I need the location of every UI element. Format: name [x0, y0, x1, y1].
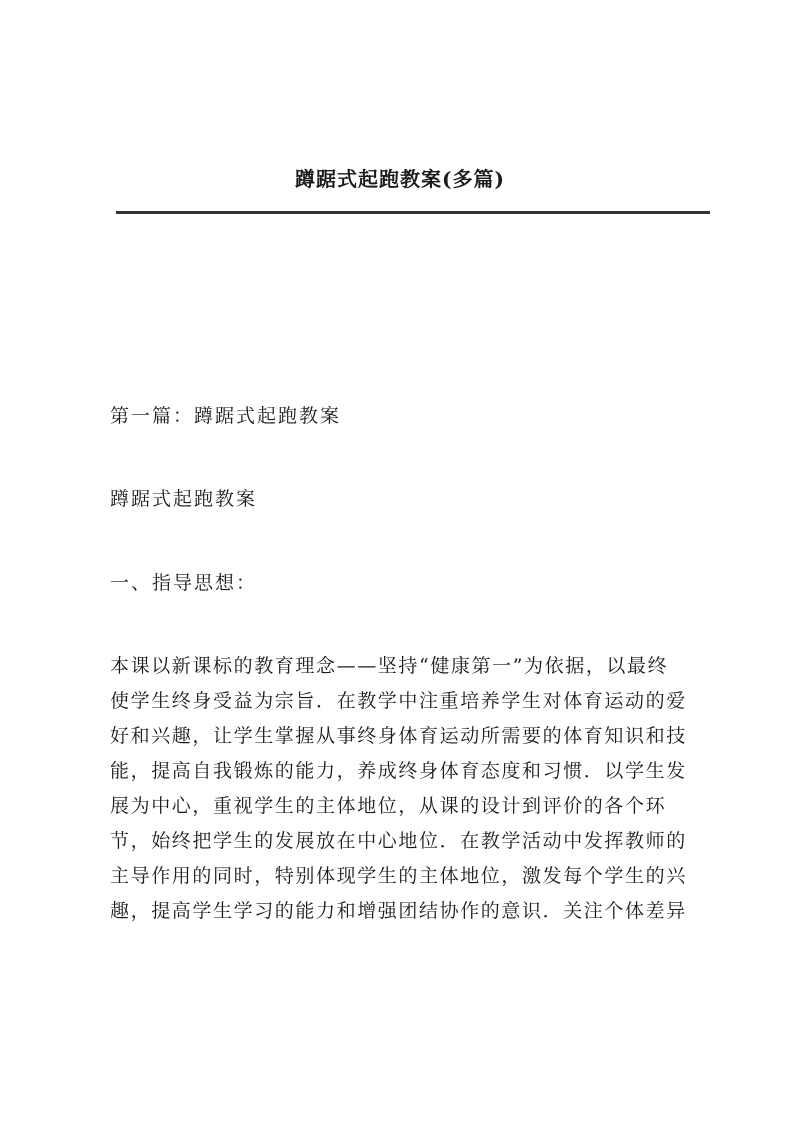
body-paragraph [110, 649, 710, 929]
title-divider [116, 211, 710, 214]
paragraph-line: 展为中心，重视学生的主体地位，从课的设计到评价的各个环 [110, 795, 667, 817]
document-title: 蹲踞式起跑教案(多篇) [295, 167, 505, 191]
section-heading: 第一篇：蹲踞式起跑教案 [110, 405, 342, 427]
paragraph-line: 主导作用的同时，特别体现学生的主体地位，激发每个学生的兴 [110, 865, 687, 887]
paragraph-line: 能，提高自我锻炼的能力，养成终身体育态度和习惯．以学生发 [110, 760, 687, 782]
lesson-subtitle: 蹲踞式起跑教案 [110, 488, 258, 510]
paragraph-line: 趣，提高学生学习的能力和增强团结协作的意识．关注个体差异 [110, 900, 687, 922]
guiding-idea-heading: 一、指导思想： [110, 572, 258, 594]
paragraph-line: 节，始终把学生的发展放在中心地位．在教学活动中发挥教师的 [110, 830, 687, 852]
paragraph-line: 使学生终身受益为宗旨．在教学中注重培养学生对体育运动的爱 [110, 690, 687, 712]
paragraph-line: 本课以新课标的教育理念——坚持“健康第一”为依据，以最终 [110, 655, 669, 677]
paragraph-line: 好和兴趣，让学生掌握从事终身体育运动所需要的体育知识和技 [110, 725, 687, 747]
